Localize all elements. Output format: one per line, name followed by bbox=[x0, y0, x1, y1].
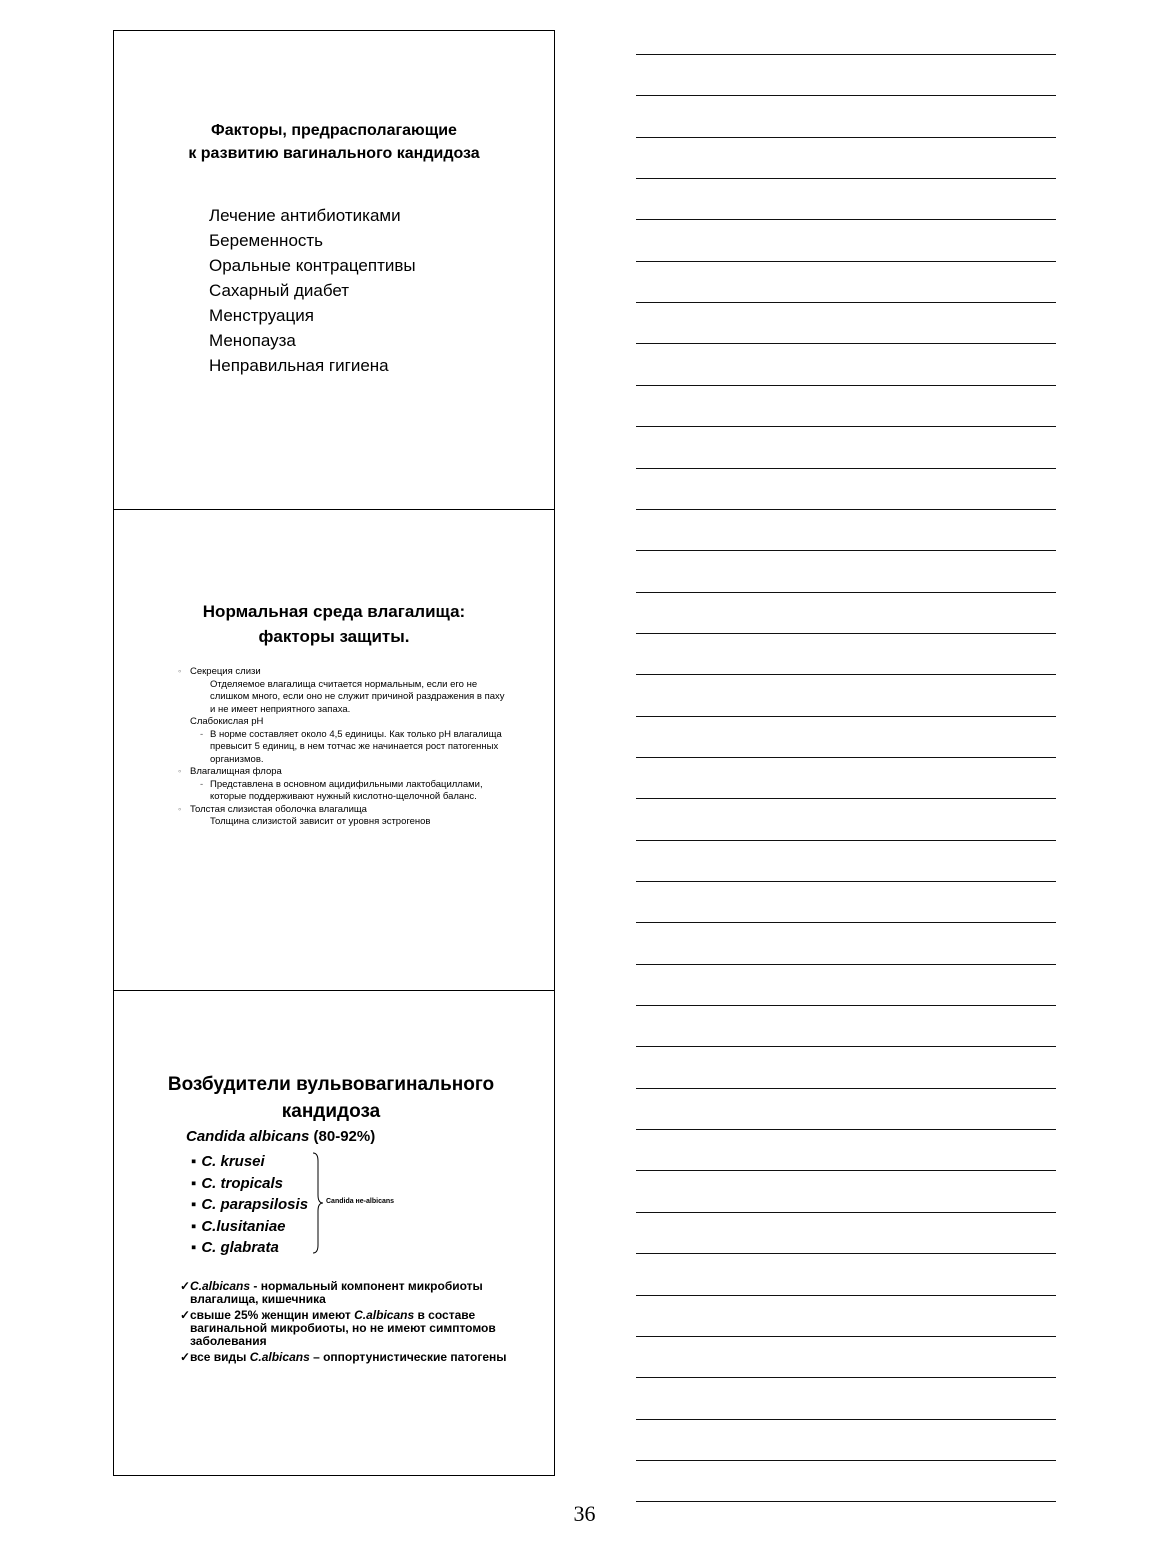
note-line bbox=[636, 1295, 1056, 1296]
list-item bbox=[191, 1194, 308, 1216]
note-line bbox=[636, 1046, 1056, 1047]
note-line bbox=[636, 674, 1056, 675]
note-line bbox=[636, 592, 1056, 593]
slide-2-title-line: Нормальная среда влагалища: bbox=[202, 602, 466, 621]
note-line bbox=[636, 881, 1056, 882]
square-bullet-icon: ▪ bbox=[191, 1153, 197, 1170]
note-line bbox=[636, 261, 1056, 262]
species-name: C.lusitaniae bbox=[201, 1217, 286, 1235]
slide-3-title-line: Возбудители вульвовагинального bbox=[167, 1074, 495, 1095]
note-line bbox=[636, 964, 1056, 965]
list-item: Менструация bbox=[209, 306, 314, 325]
factor-heading: Секреция слизи bbox=[190, 666, 261, 677]
note-line bbox=[636, 1336, 1056, 1337]
factor-detail-text: В норме составляет около 4,5 единицы. Как только pH влагалища превысит 5 единиц, в нем тотчас же начинается рост патогенных организмов. bbox=[210, 728, 502, 765]
slide-protection-factors bbox=[114, 509, 554, 991]
bullet-icon: ◦ bbox=[178, 803, 182, 815]
note-text-before: свыше 25% женщин имеют bbox=[190, 1308, 355, 1322]
list-item bbox=[180, 1309, 540, 1348]
slide-1-title-line: Факторы, предрасполагающие bbox=[211, 122, 457, 139]
note-line bbox=[636, 1212, 1056, 1213]
list-item bbox=[178, 716, 508, 766]
list-item: Сахарный диабет bbox=[209, 281, 350, 300]
note-text-after: - нормальный компонент микробиоты влагалища, кишечника bbox=[190, 1279, 483, 1306]
note-line bbox=[636, 633, 1056, 634]
note-line bbox=[636, 385, 1056, 386]
factor-heading: Толстая слизистая оболочка влагалища bbox=[190, 803, 367, 815]
list-item: Оральные контрацептивы bbox=[209, 256, 416, 275]
bullet-icon: ◦ bbox=[178, 666, 182, 677]
note-line bbox=[636, 95, 1056, 96]
note-line bbox=[636, 1129, 1056, 1130]
factor-detail-text: Представлена в основном ацидифильными лактобациллами, которые поддерживают нужный кислотно-щелочной баланс. bbox=[210, 778, 483, 802]
list-item: Беременность bbox=[209, 231, 324, 250]
note-line bbox=[636, 426, 1056, 427]
checkmark-icon: ✓ bbox=[180, 1279, 191, 1293]
species-name: C. parapsilosis bbox=[201, 1196, 309, 1213]
note-line bbox=[636, 716, 1056, 717]
main-pathogen bbox=[186, 1128, 375, 1145]
note-line bbox=[636, 922, 1056, 923]
list-item bbox=[191, 1173, 308, 1195]
note-line bbox=[636, 178, 1056, 179]
note-line bbox=[636, 1170, 1056, 1171]
slide-1-title bbox=[114, 119, 554, 165]
note-line bbox=[636, 1005, 1056, 1006]
slide-handout-column bbox=[113, 30, 555, 1476]
list-item bbox=[191, 1237, 308, 1259]
slide-predisposing-factors bbox=[114, 31, 554, 509]
species-name: C. krusei bbox=[201, 1153, 265, 1170]
note-line bbox=[636, 1419, 1056, 1420]
list-item: Неправильная гигиена bbox=[209, 356, 389, 375]
note-species: C.albicans bbox=[190, 1279, 251, 1293]
note-line bbox=[636, 343, 1056, 344]
note-line bbox=[636, 302, 1056, 303]
note-line bbox=[636, 840, 1056, 841]
square-bullet-icon: ▪ bbox=[191, 1239, 197, 1256]
note-line bbox=[636, 1088, 1056, 1089]
main-species-share: (80-92%) bbox=[309, 1128, 376, 1145]
checkmark-icon: ✓ bbox=[180, 1350, 191, 1364]
factor-detail bbox=[190, 779, 508, 804]
factor-detail: Отделяемое влагалища считается нормальным, если его не слишком много, если оно не служит причиной раздражения в паху и не имеет неприятного запаха. bbox=[210, 678, 505, 715]
species-name: C. tropicals bbox=[201, 1174, 284, 1192]
factor-heading: Слабокислая pH bbox=[190, 716, 264, 727]
list-item bbox=[178, 804, 508, 829]
note-line bbox=[636, 1253, 1056, 1254]
note-line bbox=[636, 1460, 1056, 1461]
right-brace-icon bbox=[312, 1151, 324, 1255]
note-line bbox=[636, 550, 1056, 551]
checkmark-icon: ✓ bbox=[180, 1308, 191, 1322]
note-species: C.albicans bbox=[354, 1308, 415, 1322]
page-number: 36 bbox=[573, 1501, 596, 1526]
list-item bbox=[178, 666, 508, 716]
factor-heading: Влагалищная флора bbox=[190, 766, 282, 777]
dash-bullet-icon: - bbox=[200, 728, 204, 740]
predisposing-factors-list bbox=[209, 203, 416, 378]
factor-detail: Толщина слизистой зависит от уровня эстрогенов bbox=[210, 816, 431, 827]
slide-pathogens bbox=[114, 990, 554, 1476]
note-text-after: – оппортунистические патогены bbox=[309, 1350, 507, 1364]
main-species-name: Candida albicans bbox=[186, 1128, 310, 1145]
note-line bbox=[636, 757, 1056, 758]
slide-1-title-line: к развитию вагинального кандидоза bbox=[188, 145, 480, 162]
square-bullet-icon: ▪ bbox=[191, 1196, 197, 1213]
protection-factors-list bbox=[178, 666, 508, 829]
note-line bbox=[636, 137, 1056, 138]
square-bullet-icon: ▪ bbox=[191, 1174, 197, 1192]
note-text-after: в составе вагинальной микробиоты, но не имеют симптомов заболевания bbox=[190, 1308, 496, 1348]
list-item: Лечение антибиотиками bbox=[209, 206, 401, 225]
dash-bullet-icon: - bbox=[200, 778, 204, 790]
slide-2-title bbox=[114, 599, 554, 649]
slide-3-title bbox=[111, 1071, 551, 1125]
list-item: Менопауза bbox=[209, 331, 296, 350]
brace-label: Candida не-albicans bbox=[326, 1198, 395, 1205]
note-species: C.albicans bbox=[249, 1350, 310, 1364]
square-bullet-icon: ▪ bbox=[191, 1217, 197, 1235]
list-item bbox=[191, 1151, 308, 1173]
note-line bbox=[636, 509, 1056, 510]
list-item bbox=[178, 766, 508, 804]
slide-3-title-line: кандидоза bbox=[281, 1101, 381, 1122]
slide-2-title-line: факторы защиты. bbox=[258, 627, 410, 646]
pathogen-notes bbox=[180, 1280, 540, 1367]
list-item bbox=[180, 1351, 540, 1364]
note-line bbox=[636, 219, 1056, 220]
note-line bbox=[636, 468, 1056, 469]
list-item bbox=[180, 1280, 540, 1306]
factor-detail bbox=[190, 729, 508, 767]
bullet-icon: ◦ bbox=[178, 766, 182, 777]
non-albicans-species-list bbox=[191, 1151, 308, 1259]
notes-lines-area bbox=[636, 0, 1056, 1500]
note-line bbox=[636, 1377, 1056, 1378]
note-text-before: все виды bbox=[190, 1350, 250, 1364]
species-name: C. glabrata bbox=[201, 1239, 279, 1256]
list-item bbox=[191, 1216, 308, 1238]
note-line bbox=[636, 798, 1056, 799]
note-line bbox=[636, 54, 1056, 55]
